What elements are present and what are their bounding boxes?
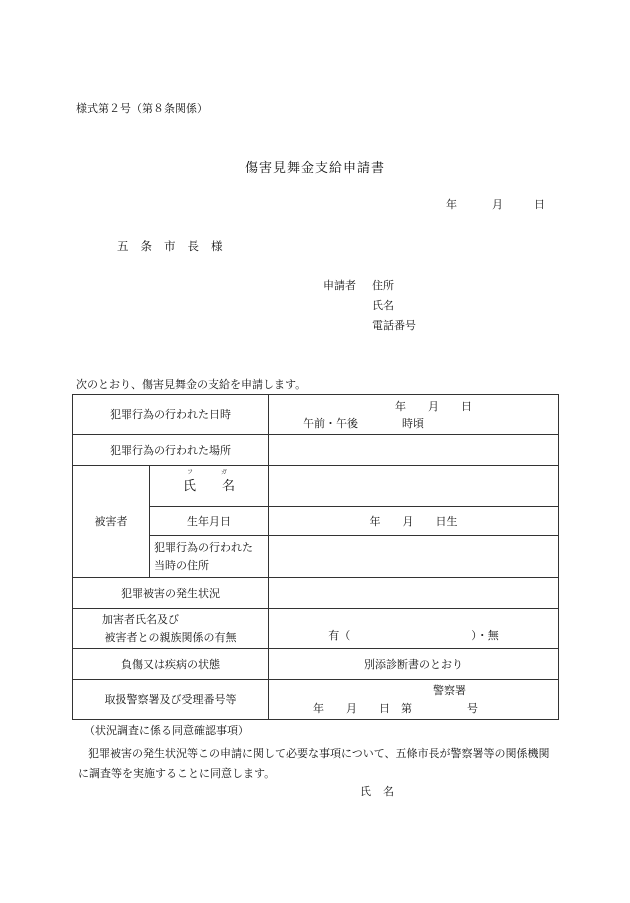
crime-datetime-time: 午前・午後 時頃 [303,416,424,430]
relation-value-text: 有（ ）・無 [328,629,499,642]
police-value-2: 年 月 日 第 号 [313,701,478,715]
applicant-address-label: 住所 [372,279,394,292]
date-line [446,196,545,212]
name-ruby-2: ガ [220,468,227,476]
address-at-time-cell[interactable] [269,536,559,578]
date-year-label: 年 [446,198,457,211]
victim-name-cell[interactable] [269,466,559,507]
birth-value[interactable]: 年 月 日生 [269,507,559,536]
damage-cell[interactable] [269,578,559,609]
name-ruby-wrap [182,468,235,495]
police-cell[interactable] [269,680,559,720]
consent-heading: （状況調査に係る同意確認事項） [84,724,249,737]
crime-datetime-ymd: 年 月 日 [395,399,472,413]
applicant-phone-label: 電話番号 [372,319,416,332]
application-table [72,394,559,720]
form-number: 様式第２号（第８条関係） [76,102,208,115]
crime-place-cell[interactable] [269,435,559,466]
birth-label: 生年月日 [150,507,269,536]
name-ruby-1: フ [186,468,193,476]
address-at-time-label-2: 当時の住所 [154,558,209,572]
injury-label: 負傷又は疾病の状態 [73,649,269,680]
damage-label: 犯罪被害の発生状況 [73,578,269,609]
police-label: 取扱警察署及び受理番号等 [73,680,269,720]
crime-datetime-cell[interactable] [269,395,559,435]
relation-value[interactable] [269,609,559,649]
consent-name-label: 氏名 [360,785,406,798]
crime-datetime-label: 犯罪行為の行われた日時 [73,395,269,435]
applicant-label: 申請者 [323,279,356,292]
injury-value[interactable]: 別添診断書のとおり [269,649,559,680]
name-label: 氏 名 [182,478,235,494]
date-day-label: 日 [534,198,545,211]
address-at-time-label [150,536,269,578]
relation-label-2: 被害者との親族関係の有無 [104,630,237,644]
date-month-label: 月 [492,198,503,211]
name-label-cell [150,466,269,507]
victim-label: 被害者 [73,466,150,578]
addressee: 五条市長様 [117,239,235,253]
consent-body: 犯罪被害の発生状況等この申請に関して必要な事項について、五條市長が警察署等の関係機関に調査等を実施することに同意します。 [78,747,550,780]
address-at-time-label-1: 犯罪行為の行われた [154,540,253,554]
intro-text: 次のとおり、傷害見舞金の支給を申請します。 [76,378,307,391]
police-value-1: 警察署 [433,683,466,697]
relation-label [73,609,269,649]
crime-place-label: 犯罪行為の行われた場所 [73,435,269,466]
relation-label-1: 加害者氏名及び [102,612,179,626]
document-title: 傷害見舞金支給申請書 [244,161,385,176]
applicant-name-label: 氏名 [372,299,394,312]
